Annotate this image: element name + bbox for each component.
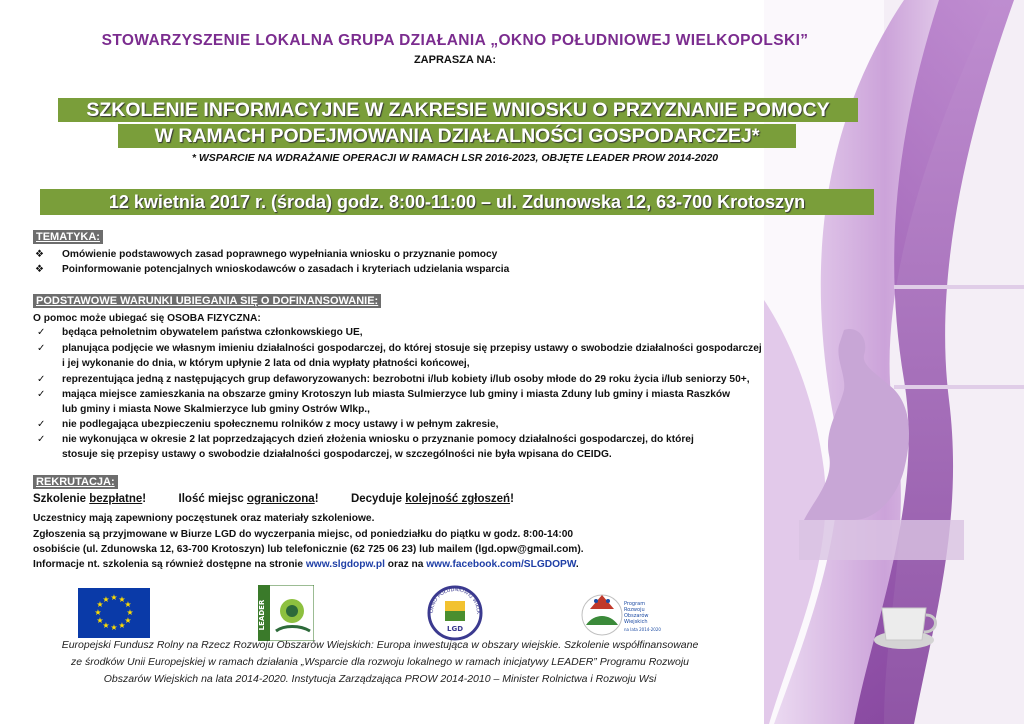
condition-line: nie podlegająca ubezpieczeniu społecznemu rolników z mocy ustawy i w pełnym zakresie,	[62, 419, 499, 430]
conditions-intro: O pomoc może ubiegać się OSOBA FIZYCZNA:	[33, 313, 261, 324]
invites-label: ZAPRASZA NA:	[413, 54, 497, 66]
website-link[interactable]: www.slgdopw.pl	[305, 559, 385, 570]
recruitment-line-4	[33, 559, 579, 570]
prow-logo-line-4: Wiejskich	[624, 619, 648, 625]
conditions-heading: PODSTAWOWE WARUNKI UBIEGANIA SIĘ O DOFINANSOWANIE:	[33, 294, 381, 308]
footer-line-3: Obszarów Wiejskich na lata 2014-2020. Instytucja Zarządzająca PROW 2014-2010 – Minister Rolnictwa i Rozwoju Wsi	[103, 673, 657, 685]
svg-text:★: ★	[118, 621, 126, 630]
checkmark-icon: ✓	[37, 343, 46, 354]
order-word: kolejność zgłoszeń	[405, 493, 511, 505]
lgd-okno-logo	[420, 585, 490, 641]
limited-suffix: !	[314, 493, 319, 505]
prow-logo	[580, 585, 662, 641]
footer-line-2: ze środków Unii Europejskiej w ramach działania „Wsparcie dla rozwoju lokalnego w ramach inicjatywy LEADER” Programu Rozwoju	[71, 656, 689, 668]
free-prefix: Szkolenie	[33, 493, 90, 505]
order-suffix: !	[510, 493, 514, 505]
condition-line: mająca miejsce zamieszkania na obszarze gminy Krotoszyn lub miasta Sulmierzyce lub gminy i miasta Zduny lub gminy i miasta Raszków	[62, 389, 731, 400]
diamond-bullet-icon: ❖	[35, 264, 44, 275]
organization-title: STOWARZYSZENIE LOKALNA GRUPA DZIAŁANIA „OKNO POŁUDNIOWEJ WIELKOPOLSKI”	[101, 32, 809, 49]
recruitment-line-1: Uczestnicy mają zapewniony poczęstunek oraz materiały szkoleniowe.	[33, 513, 375, 524]
svg-text:★: ★	[96, 616, 104, 625]
prow-logo-line-3: Obszarów	[624, 613, 649, 619]
footer-line-1: Europejski Fundusz Rolny na Rzecz Rozwoju Obszarów Wiejskich: Europa inwestująca w obszary wiejskie. Szkolenie współfinansowane	[61, 639, 699, 651]
recruitment-heading: REKRUTACJA:	[33, 475, 118, 489]
condition-line: reprezentująca jedną z następujących grup defaworyzowanych: bezrobotni i/lub kobiety i/lub osoby młode do 29 roku życia i/lub seniorzy 50+,	[62, 374, 750, 385]
lgd-logo-ring-text: OKNO POŁUDNIOWEJ WIELK	[428, 586, 482, 615]
svg-text:★: ★	[110, 593, 118, 602]
limited-prefix: Ilość miejsc	[178, 493, 247, 505]
checkmark-icon: ✓	[37, 327, 46, 338]
event-title-line-2: W RAMACH PODEJMOWANIA DZIAŁALNOŚCI GOSPODARCZEJ*	[118, 124, 796, 148]
prow-logo-line-2: Rozwoju	[624, 607, 645, 613]
leader-logo-text: LEADER	[258, 599, 266, 631]
recruitment-highlights	[33, 493, 514, 505]
condition-line: planująca podjęcie we własnym imieniu działalności gospodarczej, do której stosuje się przepisy ustawy o swobodzie działalności gospodarczej	[62, 343, 762, 354]
event-title-line-1: SZKOLENIE INFORMACYJNE W ZAKRESIE WNIOSKU O PRZYZNANIE POMOCY	[58, 98, 858, 122]
condition-line: lub gminy i miasta Nowe Skalmierzyce lub gminy Ostrów Wlkp.,	[62, 404, 370, 415]
condition-line: i jej wykonanie do dnia, w którym upłynie 2 lata od dnia wypłaty płatności końcowej,	[62, 358, 470, 369]
free-word: bezpłatne	[89, 493, 143, 505]
limited-word: ograniczona	[246, 493, 315, 505]
info-suffix: .	[575, 559, 579, 570]
event-date-location: 12 kwietnia 2017 r. (środa) godz. 8:00-11:00 – ul. Zdunowska 12, 63-700 Krotoszyn	[40, 189, 874, 215]
svg-text:★: ★	[126, 608, 134, 617]
condition-line: nie wykonująca w okresie 2 lat poprzedzających dzień złożenia wniosku o przyznanie pomocy działalności gospodarczej, do której	[62, 434, 694, 445]
facebook-link[interactable]: www.facebook.com/SLGDOPW	[426, 559, 576, 570]
topic-item: Omówienie podstawowych zasad poprawnego wypełniania wniosku o przyznanie pomocy	[62, 249, 498, 260]
info-prefix: Informacje nt. szkolenia są również dostępne na stronie	[33, 559, 306, 570]
recruitment-line-2: Zgłoszenia są przyjmowane w Biurze LGD do wyczerpania miejsc, od poniedziałku do piątku w godz. 8:00-14:00	[33, 529, 574, 540]
leader-logo	[258, 585, 314, 641]
svg-text:★: ★	[124, 600, 132, 609]
diamond-bullet-icon: ❖	[35, 249, 44, 260]
condition-line: będąca pełnoletnim obywatelem państwa członkowskiego UE,	[62, 327, 363, 338]
lgd-logo-text: LGD	[446, 625, 464, 633]
svg-text:★: ★	[124, 616, 132, 625]
eu-flag-logo	[78, 588, 150, 638]
svg-text:★: ★	[110, 623, 118, 632]
condition-line: stosuje się przepisy ustawy o swobodzie działalności gospodarczej, w szczególności nie była wpisana do CEIDG.	[62, 449, 612, 460]
recruitment-line-3: osobiście (ul. Zdunowska 12, 63-700 Krotoszyn) lub telefonicznie (62 725 06 23) lub mailem (lgd.opw@gmail.com).	[33, 544, 584, 555]
checkmark-icon: ✓	[37, 419, 46, 430]
info-mid: oraz na	[384, 559, 427, 570]
svg-text:★: ★	[96, 600, 104, 609]
svg-text:★: ★	[102, 621, 110, 630]
svg-text:★: ★	[118, 595, 126, 604]
checkmark-icon: ✓	[37, 434, 46, 445]
free-suffix: !	[142, 493, 147, 505]
prow-logo-line-1: Program	[624, 601, 646, 607]
funding-note: * WSPARCIE NA WDRAŻANIE OPERACJI W RAMACH LSR 2016-2023, OBJĘTE LEADER PROW 2014-2020	[191, 152, 719, 164]
prow-logo-line-5: na lata 2014-2020	[624, 627, 661, 632]
footer-funding-info	[30, 637, 730, 688]
topic-item: Poinformowanie potencjalnych wnioskodawców o zasadach i kryteriach udzielania wsparcia	[62, 264, 510, 275]
svg-text:★: ★	[94, 608, 102, 617]
svg-text:★: ★	[102, 595, 110, 604]
order-prefix: Decyduje	[350, 493, 406, 505]
checkmark-icon: ✓	[37, 374, 46, 385]
checkmark-icon: ✓	[37, 389, 46, 400]
topics-heading: TEMATYKA:	[33, 230, 103, 244]
